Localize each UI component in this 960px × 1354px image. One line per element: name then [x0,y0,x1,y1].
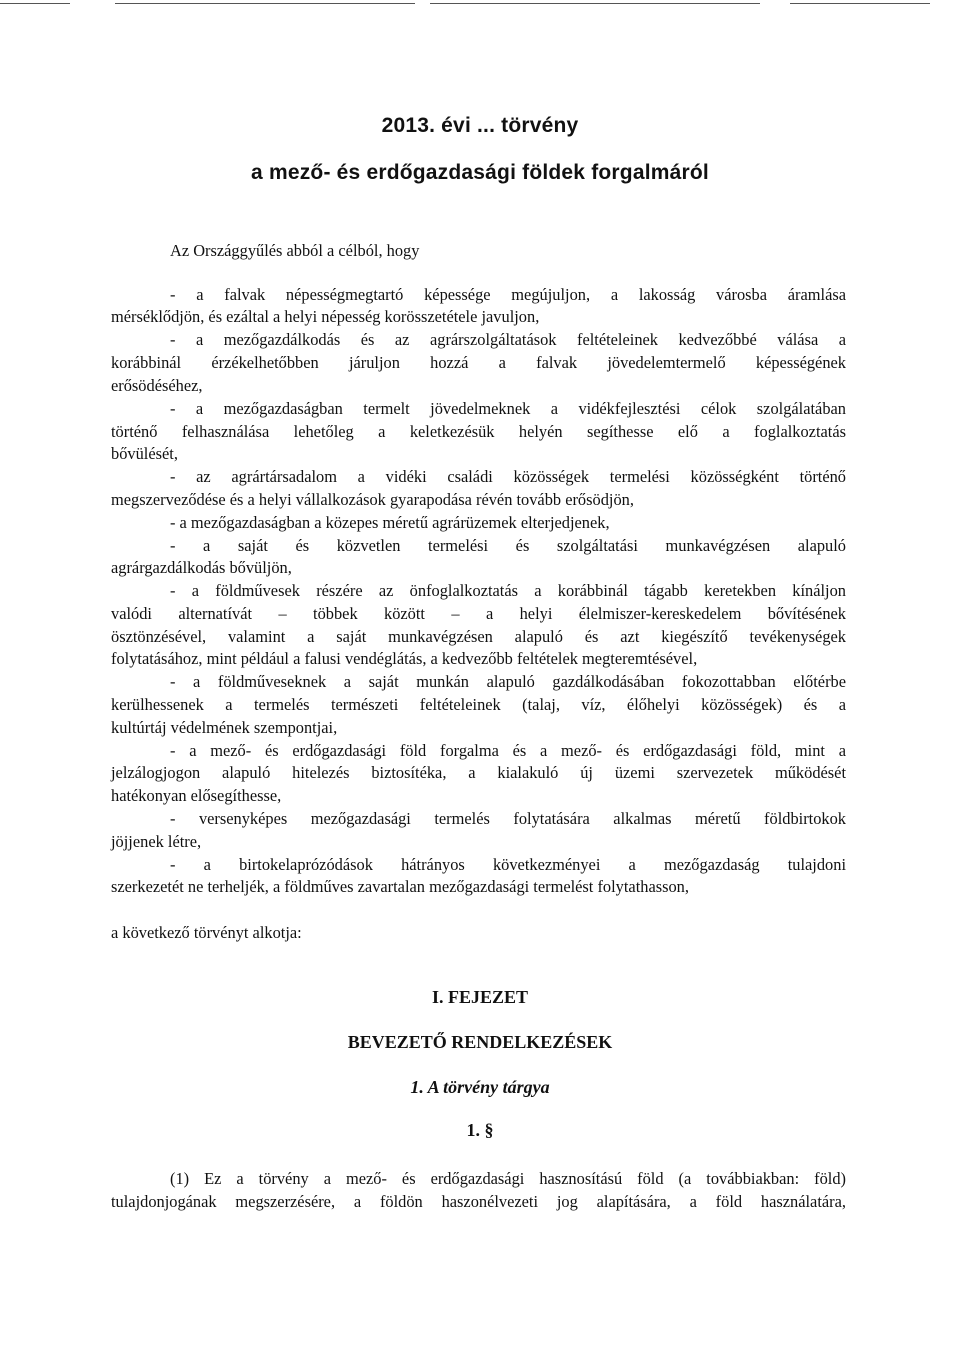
paragraph-number: 1. § [466,1120,494,1140]
scan-artifact-line [115,3,415,4]
preamble-line: ösztönzésével, valamint a saját munkavégzésen alapuló és azt kiegészítő tevékenységek [111,627,846,646]
preamble-line: jöjjenek létre, [111,832,202,851]
preamble-line: - a saját és közvetlen termelési és szolgáltatási munkavégzésen alapuló [170,536,846,555]
preamble-line: jelzálogjogon alapuló hitelezés biztosítéka, a kialakuló új üzemi szervezetek működését [111,763,846,782]
scan-artifact-line [790,3,930,4]
preamble-line: - a mezőgazdaságban termelt jövedelmeknek a vidékfejlesztési célok szolgálatában [170,399,846,418]
preamble-line: mérséklődjön, és ezáltal a helyi népesség korösszetétele javuljon, [111,307,540,326]
body-line: (1) Ez a törvény a mező- és erdőgazdasági hasznosítású föld (a továbbiakban: föld) [170,1169,846,1188]
scan-artifact-line [0,3,70,4]
preamble-line: valódi alternatívát – többek között – a helyi élelmiszer-kereskedelem bővítésének [111,604,846,623]
chapter-title: BEVEZETŐ RENDELKEZÉSEK [347,1032,613,1052]
section-title: 1. A törvény tárgya [410,1077,550,1097]
enacting-clause: a következő törvényt alkotja: [111,923,302,942]
body-line: tulajdonjogának megszerzésére, a földön haszonélvezeti jog alapítására, a föld használatára, [111,1192,846,1211]
law-subtitle: a mező- és erdőgazdasági földek forgalmáról [251,161,709,184]
preamble-line: agrárgazdálkodás bővüljön, [111,558,292,577]
preamble-line: - a falvak népességmegtartó képessége megújuljon, a lakosság városba áramlása [170,285,846,304]
law-title: 2013. évi ... törvény [381,114,579,137]
preamble-line: - a földművesek részére az önfoglalkoztatás a korábbinál tágabb keretekben kínáljon [170,581,846,600]
preamble-line: kultúrtáj védelmének szempontjai, [111,718,338,737]
preamble-line: - a mező- és erdőgazdasági föld forgalma és a mező- és erdőgazdasági föld, mint a [170,741,846,760]
preamble-line: történő felhasználása lehetőleg a keletkezésük helyén segíthesse elő a foglalkoztatás [111,422,846,441]
preamble-line: megszerveződése és a helyi vállalkozások gyarapodása révén tovább erősödjön, [111,490,634,509]
scan-artifact-line [430,3,760,4]
preamble-line: korábbinál érzékelhetőbben járuljon hozzá a falvak jövedelemtermelő képességének [111,353,846,372]
preamble-line: - az agrártársadalom a vidéki családi közösségek termelési közösségként történő [170,467,846,486]
preamble-line: erősödéséhez, [111,376,203,395]
preamble-line: - a mezőgazdaságban a közepes méretű agrárüzemek elterjedjenek, [170,513,610,532]
chapter-number: I. FEJEZET [431,987,529,1007]
preamble-line: szerkezetét ne terheljék, a földműves zavartalan mezőgazdasági termelést folytathasson, [111,877,689,896]
preamble-line: - a mezőgazdálkodás és az agrárszolgáltatások feltételeinek kedvezőbbé válása a [170,330,846,349]
preamble-line: - versenyképes mezőgazdasági termelés folytatására alkalmas méretű földbirtokok [170,809,846,828]
preamble-line: - a birtokelaprózódások hátrányos következményei a mezőgazdaság tulajdoni [170,855,846,874]
preamble-line: bővülését, [111,444,178,463]
preamble-line: - a földműveseknek a saját munkán alapuló gazdálkodásában fokozottabban előtérbe [170,672,846,691]
preamble-line: kerülhessenek a termelés természeti feltételeinek (talaj, víz, élőhelyi közösségek) és a [111,695,846,714]
preamble-line: folytatásához, mint például a falusi vendéglátás, a kedvezőbb feltételek megteremtésével, [111,649,698,668]
preamble-line: hatékonyan elősegíthesse, [111,786,282,805]
preamble-intro: Az Országgyűlés abból a célból, hogy [170,241,420,260]
